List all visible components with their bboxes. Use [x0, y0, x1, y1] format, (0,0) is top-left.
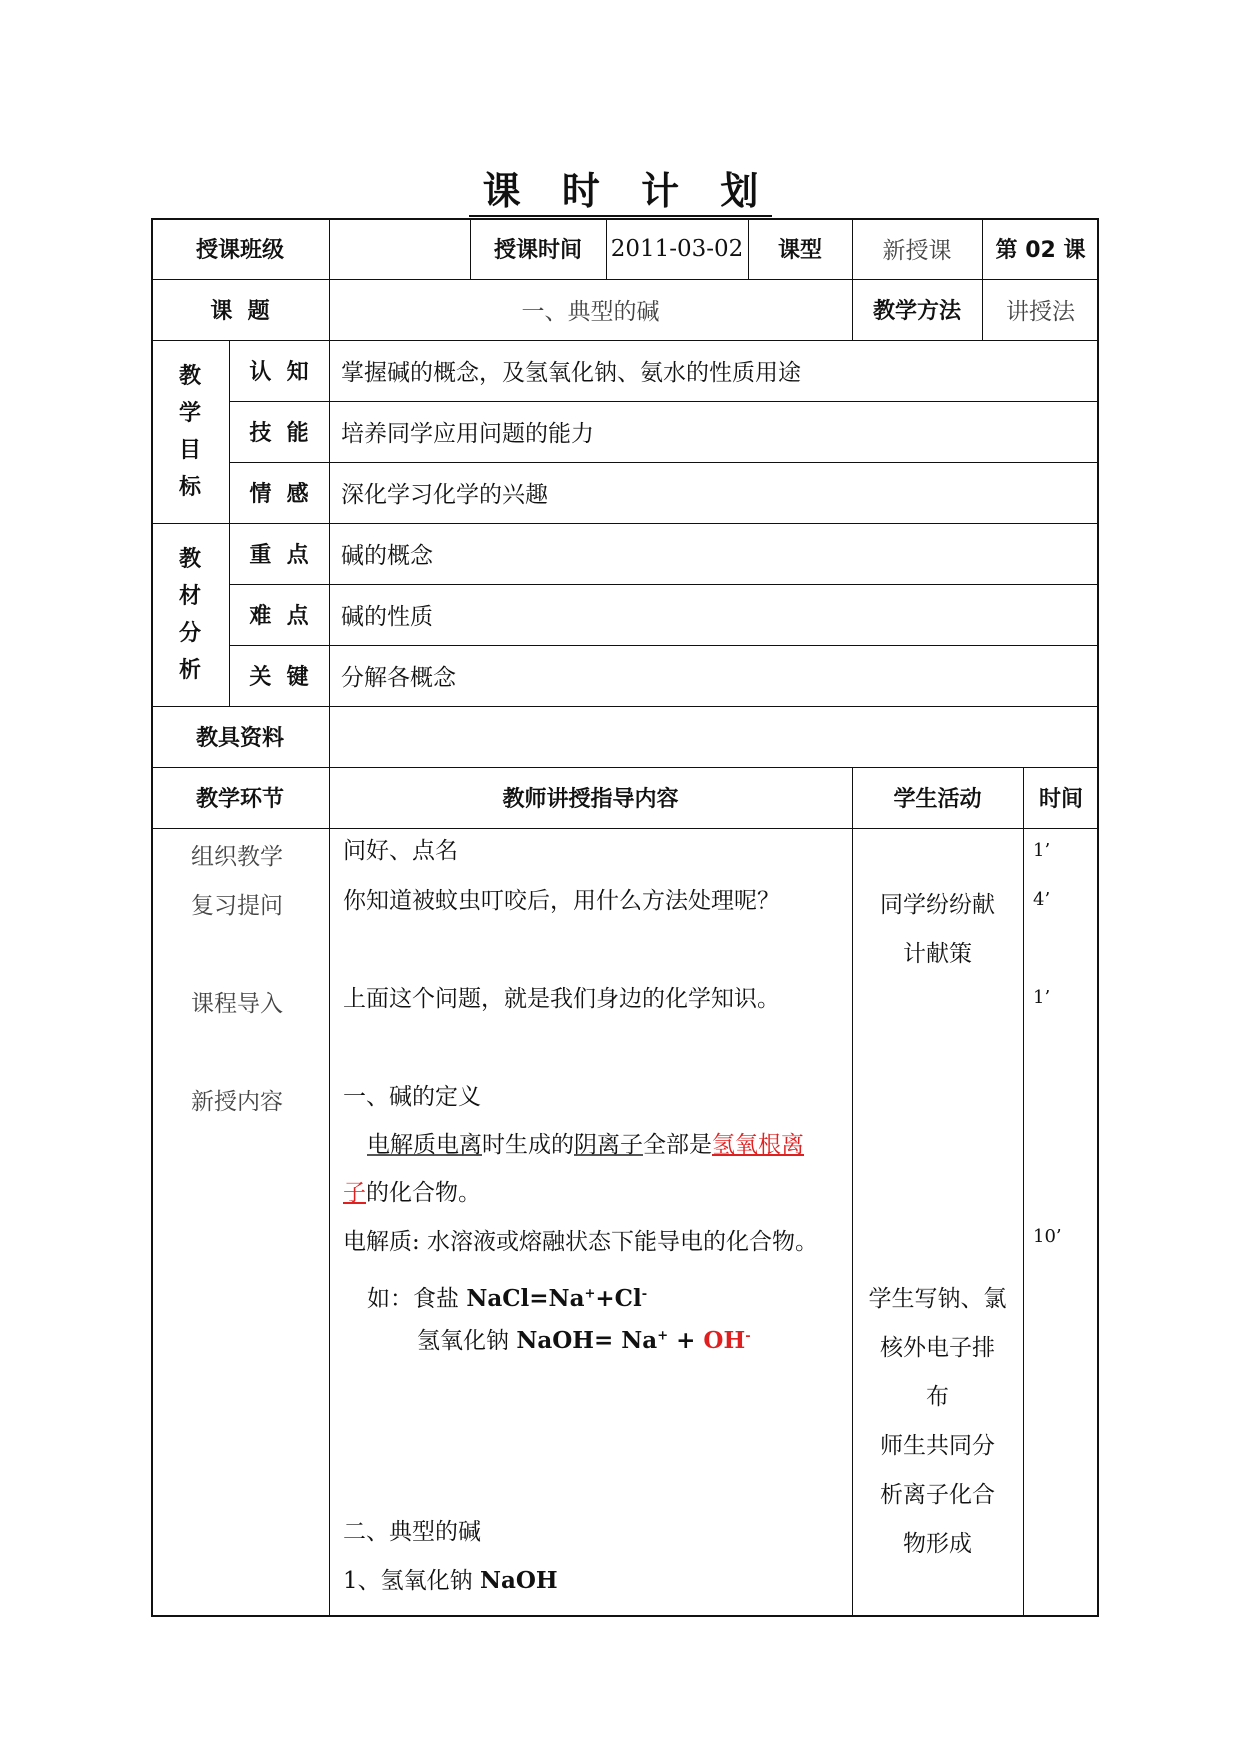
class-value [329, 218, 470, 279]
content-item-naoh: 1、氢氧化钠 NaOH [343, 1567, 558, 1594]
objectives-group-label: 教 学 目 标 [178, 363, 201, 500]
analysis-group-label: 教 材 分 析 [178, 546, 201, 683]
stage-review: 复习提问 [191, 893, 283, 919]
topic-label: 课 题 [210, 299, 270, 324]
student-activity-a1: 同学纷纷献 [880, 892, 995, 918]
stage-new-content: 新授内容 [191, 1089, 283, 1115]
class-label: 授课班级 [195, 238, 284, 263]
content-example-naoh: 氢氧化钠 NaOH= Na+ + OH- [417, 1327, 751, 1354]
content-definition-line2: 子的化合物。 [343, 1180, 481, 1206]
student-activity-b3: 布 [926, 1384, 949, 1410]
content-section-2: 二、典型的碱 [343, 1519, 481, 1545]
time-review: 4’ [1033, 889, 1051, 910]
student-activity-b2: 核外电子排 [880, 1335, 995, 1361]
col-header-student: 学生活动 [893, 787, 982, 812]
content-example-nacl: 如：食盐 NaCl=Na++Cl- [367, 1285, 648, 1312]
objective-cognitive-label: 认 知 [249, 360, 309, 385]
time-intro: 1’ [1033, 987, 1051, 1008]
col-divider [1023, 767, 1024, 1615]
type-value: 新授课 [882, 238, 952, 264]
content-intro: 上面这个问题，就是我们身边的化学知识。 [343, 986, 780, 1012]
analysis-focus-label: 重 点 [249, 543, 309, 568]
student-activity-a2: 计献策 [903, 941, 972, 967]
time-organize: 1’ [1033, 840, 1051, 861]
content-greeting: 问好、点名 [343, 838, 458, 864]
analysis-key-value: 分解各概念 [341, 665, 456, 691]
analysis-key-label: 关 键 [249, 665, 309, 690]
student-activity-c2: 析离子化合 [880, 1482, 995, 1508]
row-divider [151, 828, 1099, 829]
lesson-plan-table [151, 218, 1099, 1617]
content-section-1: 一、碱的定义 [343, 1084, 481, 1110]
objective-emotion-label: 情 感 [249, 482, 309, 507]
time-label: 授课时间 [493, 238, 582, 263]
student-activity-b1: 学生写钠、氯 [868, 1286, 1007, 1312]
type-label: 课型 [777, 238, 822, 263]
time-value: 2011-03-02 [610, 235, 744, 262]
col-header-content: 教师讲授指导内容 [502, 787, 679, 812]
method-label: 教学方法 [872, 299, 961, 324]
page-title: 课 时 计 划 [0, 160, 1241, 215]
student-activity-c3: 物形成 [903, 1531, 972, 1557]
time-new-content: 10’ [1033, 1226, 1062, 1247]
analysis-focus-value: 碱的概念 [341, 543, 433, 569]
col-header-time: 时间 [1038, 787, 1083, 812]
objective-skill-label: 技 能 [249, 421, 309, 446]
student-activity-c1: 师生共同分 [880, 1433, 995, 1459]
analysis-difficulty-value: 碱的性质 [341, 604, 433, 630]
materials-label: 教具资料 [195, 726, 284, 751]
objective-skill-value: 培养同学应用问题的能力 [341, 421, 594, 447]
method-value: 讲授法 [1006, 299, 1075, 325]
analysis-difficulty-label: 难 点 [249, 604, 309, 629]
stage-organize: 组织教学 [191, 844, 283, 870]
materials-value [329, 706, 1097, 767]
content-definition-line1: 电解质电离时生成的阴离子全部是氢氧根离 [367, 1132, 804, 1158]
topic-value: 一、典型的碱 [521, 299, 660, 325]
col-header-stage: 教学环节 [195, 787, 284, 812]
stage-intro: 课程导入 [191, 991, 283, 1017]
objective-emotion-value: 深化学习化学的兴趣 [341, 482, 548, 508]
table-border-right [1097, 218, 1099, 1617]
objective-cognitive-value: 掌握碱的概念，及氢氧化钠、氨水的性质用途 [341, 360, 801, 386]
content-electrolyte: 电解质: 水溶液或熔融状态下能导电的化合物。 [343, 1229, 819, 1255]
lesson-number: 第 02 课 [995, 238, 1086, 263]
table-border-bottom [151, 1615, 1099, 1617]
content-question: 你知道被蚊虫叮咬后，用什么方法处理呢？ [343, 888, 780, 914]
